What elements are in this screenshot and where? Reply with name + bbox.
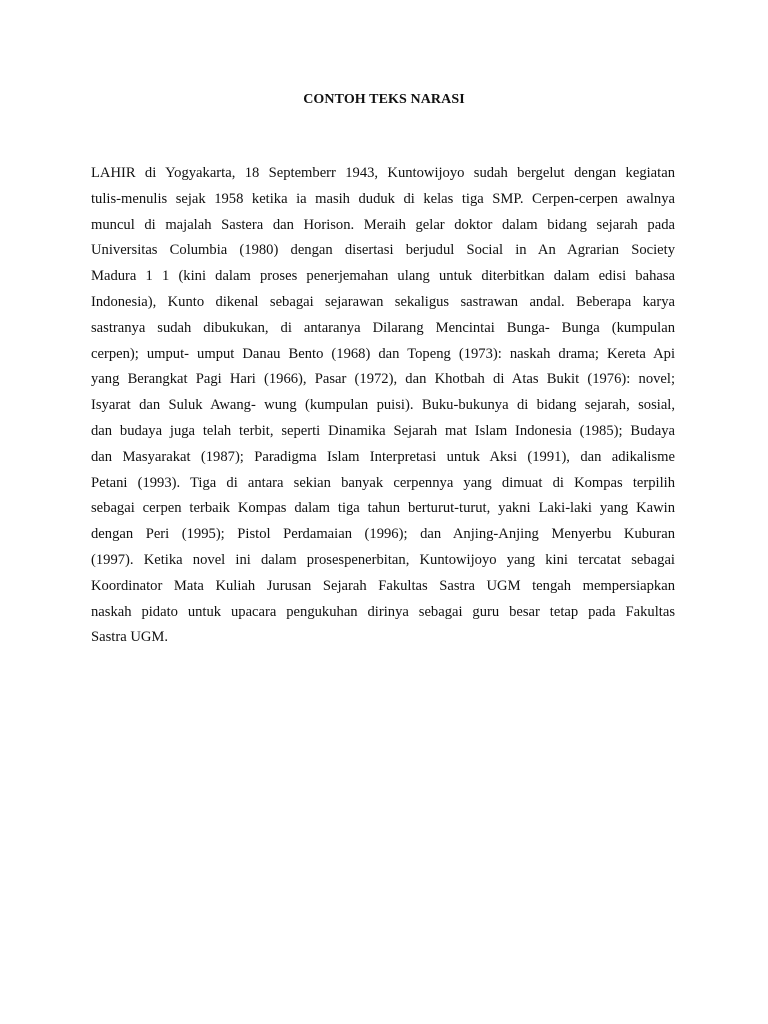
paragraph-line: yang Berangkat Pagi Hari (1966), Pasar (1972), dan Khotbah di Atas Bukit (1976): novel; (91, 371, 675, 388)
paragraph-line: dengan Peri (1995); Pistol Perdamaian (1996); dan Anjing-Anjing Menyerbu Kuburan (91, 526, 675, 543)
paragraph-line: sastranya sudah dibukukan, di antaranya Dilarang Mencintai Bunga- Bunga (kumpulan (91, 319, 675, 336)
paragraph-line: Madura 1 1 (kini dalam proses penerjemahan ulang untuk diterbitkan dalam edisi bahasa (91, 268, 675, 285)
paragraph-line: (1997). Ketika novel ini dalam prosespenerbitan, Kuntowijoyo yang kini tercatat sebagai (91, 551, 675, 568)
paragraph-line: Indonesia), Kunto dikenal sebagai sejarawan sekaligus sastrawan andal. Beberapa karya (91, 293, 675, 310)
paragraph-line: cerpen); umput- umput Danau Bento (1968) dan Topeng (1973): naskah drama; Kereta Api (91, 345, 675, 362)
paragraph-line: tulis-menulis sejak 1958 ketika ia masih duduk di kelas tiga SMP. Cerpen-cerpen awalnya (91, 190, 675, 207)
paragraph-line: dan Masyarakat (1987); Paradigma Islam Interpretasi untuk Aksi (1991), dan adikalisme (91, 448, 675, 465)
paragraph-line: naskah pidato untuk upacara pengukuhan dirinya sebagai guru besar tetap pada Fakultas (91, 603, 675, 620)
paragraph-line: Universitas Columbia (1980) dengan disertasi berjudul Social in An Agrarian Society (91, 242, 675, 259)
paragraph-line: Petani (1993). Tiga di antara sekian banyak cerpennya yang dimuat di Kompas terpilih (91, 474, 675, 491)
paragraph-line: Isyarat dan Suluk Awang- wung (kumpulan puisi). Buku-bukunya di bidang sejarah, sosial, (91, 397, 675, 414)
paragraph-line: Koordinator Mata Kuliah Jurusan Sejarah Fakultas Sastra UGM tengah mempersiapkan (91, 577, 675, 594)
paragraph-line: dan budaya juga telah terbit, seperti Dinamika Sejarah mat Islam Indonesia (1985); Budaya (91, 422, 675, 439)
document-title: CONTOH TEKS NARASI (303, 92, 465, 107)
paragraph-line: LAHIR di Yogyakarta, 18 Septemberr 1943, Kuntowijoyo sudah bergelut dengan kegiatan (91, 165, 675, 181)
paragraph-line: Sastra UGM. (91, 629, 169, 646)
paragraph-line: sebagai cerpen terbaik Kompas dalam tiga tahun berturut-turut, yakni Laki-laki yang Kawin (91, 500, 675, 517)
narrative-paragraph (91, 161, 675, 651)
paragraph-line: muncul di majalah Sastera dan Horison. Meraih gelar doktor dalam bidang sejarah pada (91, 216, 675, 233)
